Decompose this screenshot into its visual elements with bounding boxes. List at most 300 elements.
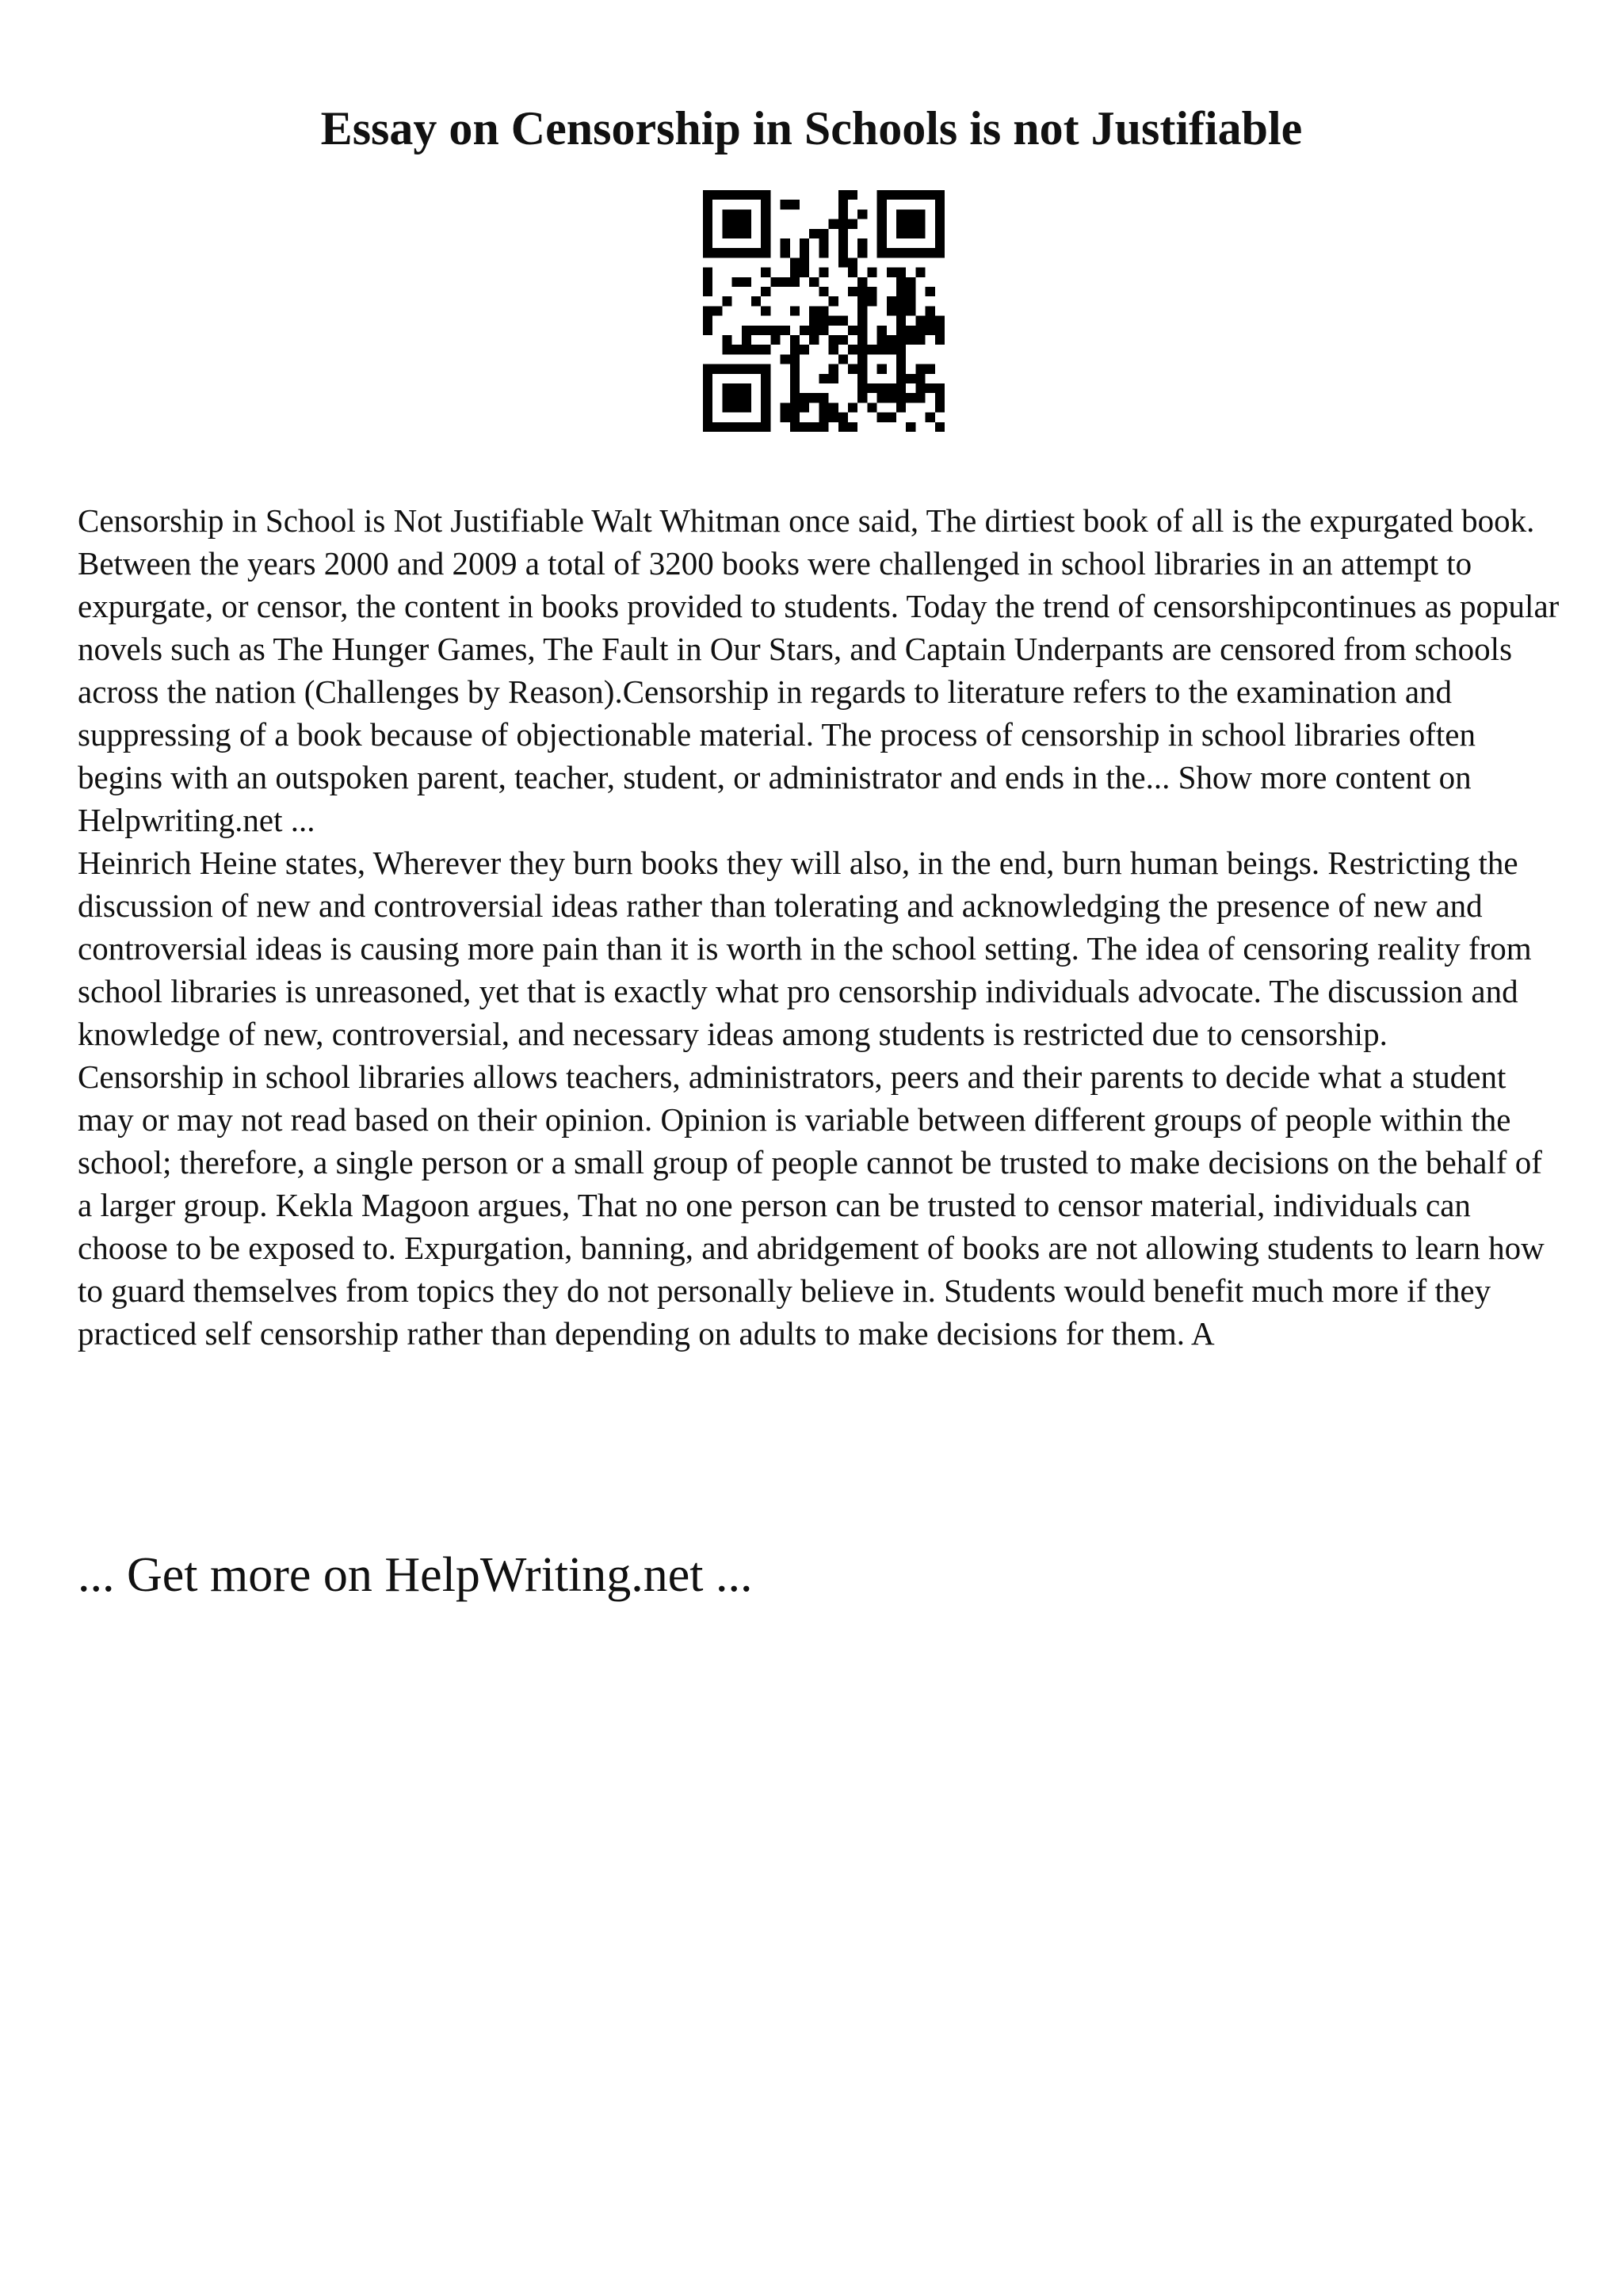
qr-module xyxy=(761,229,770,238)
qr-module xyxy=(742,326,751,335)
qr-module xyxy=(906,190,915,200)
qr-module xyxy=(935,209,945,219)
qr-module xyxy=(829,335,838,345)
qr-module xyxy=(761,383,770,393)
qr-module xyxy=(703,316,712,326)
qr-module xyxy=(877,219,887,229)
qr-module xyxy=(722,209,731,219)
qr-module xyxy=(829,364,838,374)
qr-module xyxy=(877,345,887,354)
qr-module xyxy=(867,402,876,412)
qr-module xyxy=(857,209,867,219)
qr-module xyxy=(703,248,712,257)
qr-module xyxy=(790,413,800,422)
qr-module xyxy=(761,393,770,402)
qr-module xyxy=(790,383,800,393)
qr-module xyxy=(722,364,731,374)
essay-body xyxy=(78,499,1560,1355)
qr-module xyxy=(896,354,906,364)
qr-module xyxy=(935,402,945,412)
qr-module xyxy=(926,190,935,200)
qr-module xyxy=(896,402,906,412)
qr-module xyxy=(742,248,751,257)
qr-module xyxy=(887,413,896,422)
qr-module xyxy=(857,306,867,315)
qr-module xyxy=(742,219,751,229)
qr-module xyxy=(722,335,731,345)
qr-module xyxy=(877,413,887,422)
qr-module xyxy=(935,219,945,229)
qr-module xyxy=(732,402,742,412)
qr-module xyxy=(857,326,867,335)
qr-module xyxy=(722,402,731,412)
qr-module xyxy=(867,287,876,296)
qr-module xyxy=(819,374,828,383)
qr-module xyxy=(800,268,809,277)
qr-module xyxy=(848,219,857,229)
qr-module xyxy=(781,354,790,364)
qr-module xyxy=(761,364,770,374)
qr-module xyxy=(809,335,819,345)
qr-module xyxy=(742,229,751,238)
qr-module xyxy=(915,209,925,219)
qr-module xyxy=(781,402,790,412)
qr-module xyxy=(703,422,712,432)
paragraph: Censorship in School is Not Justifiable Walt Whitman once said, The dirtiest book of all is the expurgated book. Between the years 2000 and 2009 a total of 3200 books were challenged in school libraries in an attempt to expurgate, or censor, the content in books provided to students. Today the trend of censorshipcontinues as popular novels such as The Hunger Games, The Fault in Our Stars, and Captain Underpants are censored from schools across the nation (Challenges by Reason).Censorship in regards to literature refers to the examination and suppressing of a book because of objectionable material. The process of censorship in school libraries often begins with an outspoken parent, teacher, student, or administrator and ends in the... Show more content on Helpwriting.net ... xyxy=(78,502,1560,838)
qr-module xyxy=(857,277,867,287)
qr-module xyxy=(761,209,770,219)
qr-module xyxy=(742,422,751,432)
qr-module xyxy=(857,374,867,383)
qr-module xyxy=(877,364,887,374)
qr-module xyxy=(896,277,906,287)
qr-module xyxy=(935,238,945,248)
qr-code-icon xyxy=(703,190,945,432)
qr-module xyxy=(790,354,800,364)
qr-module xyxy=(887,248,896,257)
qr-module xyxy=(800,402,809,412)
qr-module xyxy=(896,326,906,335)
qr-module xyxy=(877,383,887,393)
qr-module xyxy=(926,383,935,393)
qr-module xyxy=(819,413,828,422)
qr-module xyxy=(867,268,876,277)
qr-module xyxy=(819,287,828,296)
qr-module xyxy=(896,374,906,383)
qr-module xyxy=(935,248,945,257)
qr-module xyxy=(906,277,915,287)
qr-module xyxy=(800,257,809,267)
qr-module xyxy=(761,306,770,315)
qr-module xyxy=(887,345,896,354)
qr-module xyxy=(829,374,838,383)
qr-module xyxy=(877,209,887,219)
qr-module xyxy=(800,238,809,248)
qr-module xyxy=(800,422,809,432)
qr-module xyxy=(906,393,915,402)
qr-module xyxy=(857,354,867,364)
qr-module xyxy=(838,238,848,248)
qr-module xyxy=(857,393,867,402)
qr-module xyxy=(809,229,819,238)
qr-module xyxy=(926,326,935,335)
qr-module xyxy=(877,238,887,248)
qr-module xyxy=(915,248,925,257)
qr-module xyxy=(819,268,828,277)
qr-module xyxy=(906,248,915,257)
qr-module xyxy=(703,383,712,393)
qr-module xyxy=(848,422,857,432)
paragraph: Heinrich Heine states, Wherever they burn books they will also, in the end, burn human beings. Restricting the discussion of new and controversial ideas rather than tolerating and acknowledging the presence of new and controversial ideas is causing more pain than it is worth in the school setting. The idea of censoring reality from school libraries is unreasoned, yet that is exactly what pro censorship individuals advocate. The discussion and knowledge of new, controversial, and necessary ideas among students is restricted due to censorship. xyxy=(78,845,1532,1052)
qr-module xyxy=(867,383,876,393)
qr-module xyxy=(915,219,925,229)
qr-module xyxy=(819,422,828,432)
qr-module xyxy=(838,335,848,345)
qr-module xyxy=(770,277,780,287)
qr-module xyxy=(703,209,712,219)
qr-module xyxy=(712,248,722,257)
qr-module xyxy=(857,364,867,374)
qr-module xyxy=(926,306,935,315)
qr-module xyxy=(732,277,742,287)
qr-module xyxy=(896,383,906,393)
qr-module xyxy=(926,248,935,257)
qr-module xyxy=(935,383,945,393)
qr-module xyxy=(887,306,896,315)
qr-module xyxy=(751,422,761,432)
qr-module xyxy=(722,422,731,432)
qr-module xyxy=(742,393,751,402)
qr-module xyxy=(732,219,742,229)
qr-module xyxy=(809,422,819,432)
qr-module xyxy=(703,413,712,422)
qr-module xyxy=(838,422,848,432)
qr-module xyxy=(915,364,925,374)
qr-module xyxy=(800,345,809,354)
qr-module xyxy=(887,296,896,306)
qr-module xyxy=(781,413,790,422)
qr-module xyxy=(877,248,887,257)
qr-module xyxy=(896,229,906,238)
qr-module xyxy=(703,402,712,412)
qr-module xyxy=(761,402,770,412)
qr-module xyxy=(742,335,751,345)
qr-module xyxy=(906,335,915,345)
qr-module xyxy=(829,402,838,412)
qr-module xyxy=(790,374,800,383)
qr-module xyxy=(732,383,742,393)
qr-module xyxy=(887,268,896,277)
qr-module xyxy=(722,296,731,306)
qr-module xyxy=(935,229,945,238)
qr-module xyxy=(877,335,887,345)
qr-module xyxy=(915,316,925,326)
qr-module xyxy=(703,326,712,335)
qr-module xyxy=(896,248,906,257)
qr-module xyxy=(703,268,712,277)
qr-module xyxy=(838,257,848,267)
qr-module xyxy=(896,296,906,306)
qr-module xyxy=(790,335,800,345)
qr-module xyxy=(742,277,751,287)
qr-module xyxy=(800,326,809,335)
qr-module xyxy=(703,190,712,200)
qr-module xyxy=(877,190,887,200)
qr-module xyxy=(732,190,742,200)
qr-module xyxy=(915,374,925,383)
qr-module xyxy=(761,374,770,383)
page-title: Essay on Censorship in Schools is not Justifiable xyxy=(320,102,1303,154)
qr-module xyxy=(790,402,800,412)
qr-module xyxy=(703,200,712,209)
qr-module xyxy=(790,268,800,277)
qr-module xyxy=(703,238,712,248)
qr-module xyxy=(915,190,925,200)
qr-module xyxy=(819,229,828,238)
qr-module xyxy=(857,345,867,354)
qr-module xyxy=(838,200,848,209)
qr-module xyxy=(848,326,857,335)
qr-module xyxy=(906,422,915,432)
qr-module xyxy=(829,219,838,229)
qr-module xyxy=(722,190,731,200)
qr-module xyxy=(915,326,925,335)
qr-module xyxy=(732,364,742,374)
qr-module xyxy=(906,219,915,229)
qr-module xyxy=(887,383,896,393)
qr-module xyxy=(829,345,838,354)
qr-module xyxy=(819,326,828,335)
qr-module xyxy=(770,335,780,345)
qr-module xyxy=(800,248,809,257)
qr-module xyxy=(877,326,887,335)
qr-module xyxy=(935,190,945,200)
qr-module xyxy=(896,393,906,402)
qr-module xyxy=(703,287,712,296)
qr-module xyxy=(848,364,857,374)
qr-module xyxy=(926,316,935,326)
qr-module xyxy=(819,402,828,412)
qr-module xyxy=(838,248,848,257)
qr-module xyxy=(761,219,770,229)
qr-module xyxy=(896,287,906,296)
qr-module xyxy=(896,345,906,354)
qr-module xyxy=(742,364,751,374)
qr-module xyxy=(906,209,915,219)
qr-module xyxy=(838,209,848,219)
qr-module xyxy=(848,190,857,200)
paragraph: Censorship in school libraries allows teachers, administrators, peers and their parents to decide what a student may or may not read based on their opinion. Opinion is variable between different groups of people within the school; therefore, a single person or a small group of people cannot be trusted to make decisions on the behalf of a larger group. Kekla Magoon argues, That no one person can be trusted to censor material, individuals can choose to be exposed to. Expurgation, banning, and abridgement of books are not allowing students to learn how to guard themselves from topics they do not personally believe in. Students would benefit much more if they practiced self censorship rather than depending on adults to make decisions for them. A xyxy=(78,1058,1545,1352)
qr-module xyxy=(732,393,742,402)
qr-module xyxy=(877,393,887,402)
qr-module xyxy=(722,383,731,393)
qr-module xyxy=(857,335,867,345)
qr-module xyxy=(781,277,790,287)
qr-module xyxy=(887,393,896,402)
qr-module xyxy=(712,364,722,374)
qr-module xyxy=(867,345,876,354)
qr-module xyxy=(857,248,867,257)
qr-module xyxy=(819,316,828,326)
qr-module xyxy=(761,238,770,248)
qr-module xyxy=(722,219,731,229)
qr-module xyxy=(790,277,800,287)
qr-module xyxy=(906,287,915,296)
qr-module xyxy=(926,364,935,374)
qr-module xyxy=(761,268,770,277)
qr-module xyxy=(751,190,761,200)
qr-module xyxy=(887,190,896,200)
qr-module xyxy=(732,248,742,257)
qr-module xyxy=(712,306,722,315)
qr-module xyxy=(703,219,712,229)
qr-module xyxy=(809,277,819,287)
qr-module xyxy=(751,364,761,374)
qr-module xyxy=(857,296,867,306)
qr-module xyxy=(790,422,800,432)
qr-module xyxy=(742,345,751,354)
qr-module xyxy=(790,200,800,209)
qr-module xyxy=(829,413,838,422)
qr-module xyxy=(751,326,761,335)
qr-module xyxy=(935,422,945,432)
qr-module xyxy=(712,422,722,432)
qr-module xyxy=(848,257,857,267)
qr-module xyxy=(761,287,770,296)
qr-module xyxy=(848,345,857,354)
qr-module xyxy=(742,190,751,200)
qr-module xyxy=(935,200,945,209)
qr-module xyxy=(935,393,945,402)
qr-module xyxy=(896,190,906,200)
qr-module xyxy=(896,316,906,326)
qr-module xyxy=(915,335,925,345)
qr-module xyxy=(926,287,935,296)
qr-module xyxy=(751,296,761,306)
qr-module xyxy=(732,345,742,354)
qr-module xyxy=(790,306,800,315)
qr-module xyxy=(896,364,906,374)
qr-module xyxy=(848,287,857,296)
qr-module xyxy=(857,383,867,393)
qr-module xyxy=(848,268,857,277)
qr-module xyxy=(838,229,848,238)
qr-module xyxy=(732,229,742,238)
qr-module xyxy=(790,345,800,354)
qr-module xyxy=(867,296,876,306)
qr-module xyxy=(819,248,828,257)
qr-module xyxy=(857,316,867,326)
qr-code-graphic xyxy=(703,190,945,432)
qr-module xyxy=(838,354,848,364)
get-more-link[interactable]: ... Get more on HelpWriting.net ... xyxy=(78,1548,753,1602)
qr-module xyxy=(896,306,906,315)
qr-module xyxy=(838,316,848,326)
qr-module xyxy=(829,296,838,306)
qr-module xyxy=(732,422,742,432)
qr-module xyxy=(906,374,915,383)
qr-module xyxy=(722,229,731,238)
qr-module xyxy=(935,316,945,326)
qr-module xyxy=(819,393,828,402)
qr-module xyxy=(848,402,857,412)
qr-module xyxy=(703,277,712,287)
qr-module xyxy=(790,393,800,402)
qr-module xyxy=(819,238,828,248)
qr-module xyxy=(781,200,790,209)
qr-module xyxy=(703,393,712,402)
qr-module xyxy=(800,393,809,402)
qr-module xyxy=(877,229,887,238)
qr-module xyxy=(761,200,770,209)
qr-module xyxy=(781,326,790,335)
qr-module xyxy=(926,413,935,422)
qr-module xyxy=(761,422,770,432)
qr-module xyxy=(896,209,906,219)
qr-module xyxy=(770,326,780,335)
qr-module xyxy=(761,190,770,200)
qr-module xyxy=(915,229,925,238)
qr-module xyxy=(742,402,751,412)
qr-module xyxy=(877,200,887,209)
qr-module xyxy=(896,219,906,229)
qr-module xyxy=(790,364,800,374)
qr-module xyxy=(915,383,925,393)
qr-module xyxy=(887,335,896,345)
qr-module xyxy=(703,374,712,383)
qr-module xyxy=(809,326,819,335)
qr-module xyxy=(751,248,761,257)
qr-module xyxy=(857,287,867,296)
qr-module xyxy=(751,345,761,354)
qr-module xyxy=(761,413,770,422)
qr-module xyxy=(722,248,731,257)
qr-module xyxy=(829,316,838,326)
qr-module xyxy=(722,393,731,402)
qr-module xyxy=(703,306,712,315)
qr-module xyxy=(781,238,790,248)
qr-module xyxy=(742,209,751,219)
qr-module xyxy=(722,345,731,354)
qr-module xyxy=(838,219,848,229)
qr-module xyxy=(906,306,915,315)
qr-module xyxy=(906,326,915,335)
qr-module xyxy=(761,326,770,335)
qr-module xyxy=(742,383,751,393)
qr-module xyxy=(790,257,800,267)
qr-module xyxy=(781,248,790,257)
qr-module xyxy=(732,209,742,219)
qr-module xyxy=(906,229,915,238)
qr-module xyxy=(761,345,770,354)
qr-module xyxy=(809,393,819,402)
qr-module xyxy=(703,364,712,374)
qr-module xyxy=(915,393,925,402)
qr-module xyxy=(896,268,906,277)
qr-module xyxy=(906,296,915,306)
qr-module xyxy=(761,248,770,257)
qr-module xyxy=(915,268,925,277)
qr-module xyxy=(935,335,945,345)
qr-module xyxy=(809,316,819,326)
qr-module xyxy=(712,190,722,200)
qr-module xyxy=(819,306,828,315)
qr-module xyxy=(838,413,848,422)
qr-module xyxy=(857,238,867,248)
qr-module xyxy=(896,335,906,345)
qr-module xyxy=(935,326,945,335)
qr-module xyxy=(838,190,848,200)
